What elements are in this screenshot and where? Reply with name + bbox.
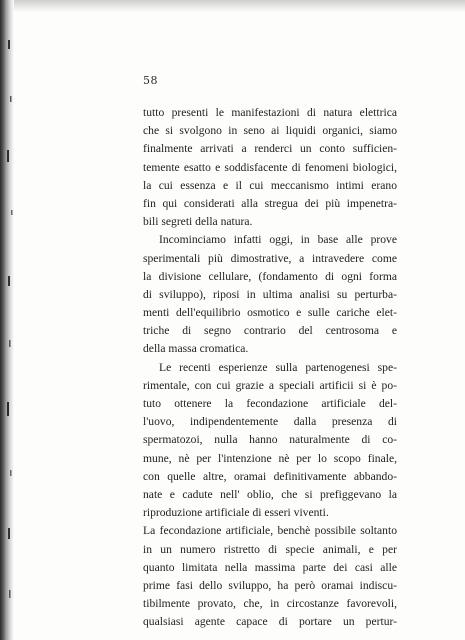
body-text bbox=[143, 104, 397, 631]
text-line: nate e cadute nell' oblio, che si prefiggevano la bbox=[143, 487, 397, 501]
text-line: quanto limitata nella massima parte dei casi alle bbox=[143, 560, 397, 574]
text-line: spermatozoi, nulla hanno naturalmente di co- bbox=[143, 433, 397, 447]
text-line: sperimentali più dimostrative, a intravedere come bbox=[143, 251, 397, 265]
text-line: finalmente arrivati a renderci un conto sufficien- bbox=[143, 142, 397, 156]
binding-specks bbox=[6, 0, 18, 640]
text-line: con quelle altre, oramai definitivamente abbando- bbox=[143, 469, 397, 483]
text-line: tuto ottenere la fecondazione artificiale del- bbox=[143, 397, 397, 410]
text-line: in un numero ristretto di specie animali, e per bbox=[143, 542, 397, 556]
text-line: fin qui considerati alla stregua dei più impenetra- bbox=[143, 196, 397, 210]
text-line: di sviluppo), riposi in ultima analisi su perturba- bbox=[143, 287, 397, 301]
text-line: menti dell'equilibrio osmotico e sulle cariche elet- bbox=[143, 306, 397, 320]
text-line: Le recenti esperienze sulla partenogenesi spe- bbox=[159, 360, 397, 374]
text-line: triche di segno contrario del centrosoma e bbox=[143, 324, 397, 338]
text-line: riproduzione artificiale di esseri viventi. bbox=[143, 506, 329, 520]
text-line: La fecondazione artificiale, benchè possibile soltanto bbox=[143, 524, 397, 538]
text-line: la cui essenza e il cui meccanismo intimi erano bbox=[143, 178, 397, 192]
text-line: la divisione cellulare, (fondamento di ogni forma bbox=[143, 269, 397, 283]
page-number: 58 bbox=[143, 74, 158, 87]
page-top-shadow bbox=[14, 0, 465, 12]
text-line: rimentale, con cui grazie a speciali artificii si è po- bbox=[143, 378, 397, 392]
text-line: bili segreti della natura. bbox=[143, 215, 253, 229]
text-line: tibilmente provato, che, in circostanze favorevoli, bbox=[143, 597, 397, 611]
text-line: Incominciamo infatti oggi, in base alle prove bbox=[159, 233, 397, 247]
text-line: l'uovo, indipendentemente dalla presenza di bbox=[143, 415, 397, 429]
text-line: della massa cromatica. bbox=[143, 342, 249, 356]
text-line: che si svolgono in seno ai liquidi organici, siamo bbox=[143, 124, 397, 138]
text-line: prime fasi dello sviluppo, ha però oramai indiscu- bbox=[143, 578, 397, 592]
text-line: temente esatto e soddisfacente di fenomeni biologici, bbox=[143, 160, 397, 174]
text-line: tutto presenti le manifestazioni di natura elettrica bbox=[143, 106, 397, 119]
text-line: mune, nè per l'intenzione nè per lo scopo finale, bbox=[143, 451, 397, 465]
text-line: qualsiasi agente capace di portare un pertur- bbox=[143, 615, 397, 629]
